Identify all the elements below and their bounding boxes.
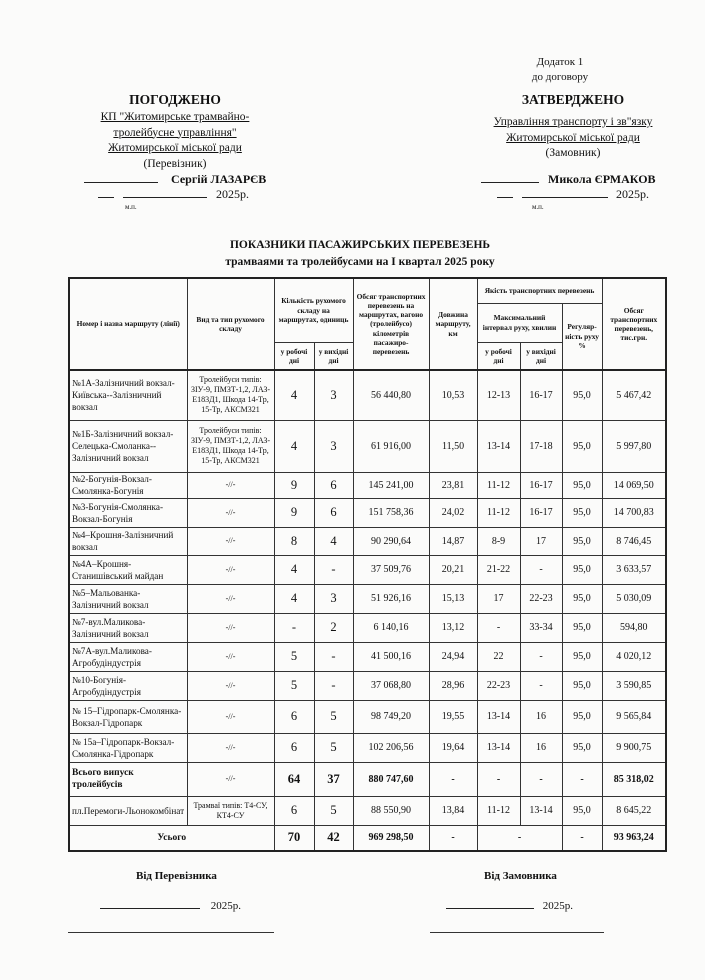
- table-row: [69, 613, 666, 642]
- volume-km: 151 758,36: [353, 498, 429, 527]
- fleet-workdays: -: [274, 613, 314, 642]
- volume-uah: 14 069,50: [602, 472, 666, 498]
- interval-workdays: 11-12: [477, 472, 520, 498]
- vehicle-type: -//-: [187, 642, 274, 671]
- signature-blank: [481, 172, 539, 183]
- annex-line1: Додаток 1: [536, 56, 584, 68]
- customer-date-line: [497, 187, 649, 202]
- fleet-workdays: 8: [274, 527, 314, 555]
- vehicle-type: Тролейбуси типів: ЗІУ-9, ПМЗТ-1,2, ЛАЗ-Е183Д1, Шкода 14-Тр, 15-Тр, АКСМ321: [187, 370, 274, 420]
- interval-workdays: 12-13: [477, 370, 520, 420]
- fleet-weekends: 5: [314, 700, 353, 733]
- header-regularity: Регуляр-ність руху %: [562, 303, 602, 370]
- fleet-weekends: 5: [314, 796, 353, 825]
- max-interval: -: [477, 825, 562, 851]
- route-length: -: [429, 762, 477, 796]
- header-fleet-workdays: у робочі дні: [274, 342, 314, 370]
- interval-weekends: -: [520, 671, 562, 700]
- table-row: [69, 642, 666, 671]
- volume-km: 969 298,50: [353, 825, 429, 851]
- header-quality: Якість транспортних перевезень: [477, 278, 602, 303]
- volume-uah: 14 700,83: [602, 498, 666, 527]
- route-length: 13,12: [429, 613, 477, 642]
- volume-uah: 93 963,24: [602, 825, 666, 851]
- interval-workdays: 22-23: [477, 671, 520, 700]
- fleet-weekends: 3: [314, 420, 353, 472]
- regularity: -: [562, 825, 602, 851]
- table-row: [69, 733, 666, 762]
- volume-uah: 9 900,75: [602, 733, 666, 762]
- volume-km: 41 500,16: [353, 642, 429, 671]
- interval-weekends: 13-14: [520, 796, 562, 825]
- regularity: 95,0: [562, 498, 602, 527]
- interval-weekends: 16-17: [520, 370, 562, 420]
- annex-note: [505, 55, 615, 85]
- interval-workdays: -: [477, 613, 520, 642]
- vehicle-type: -//-: [187, 584, 274, 613]
- route-length: 20,21: [429, 555, 477, 584]
- vehicle-type: -//-: [187, 762, 274, 796]
- header-interval-workdays: у робочі дні: [477, 342, 520, 370]
- interval-workdays: 13-14: [477, 420, 520, 472]
- header-volume-uah: Обсяг транспортних перевезень, тис.грн.: [602, 278, 666, 370]
- footer-customer-label: Від Замовника: [484, 870, 557, 882]
- regularity: 95,0: [562, 700, 602, 733]
- volume-km: 37 068,80: [353, 671, 429, 700]
- fleet-workdays: 4: [274, 584, 314, 613]
- volume-uah: 5 467,42: [602, 370, 666, 420]
- regularity: 95,0: [562, 472, 602, 498]
- title-line2: трамваями та тролейбусами на І квартал 2025 року: [225, 256, 495, 268]
- carrier-org-line2: тролейбусне управління": [113, 126, 237, 139]
- header-fleet: Кількість рухомого складу на маршрутах, одиниць: [274, 278, 353, 342]
- table-row: [69, 527, 666, 555]
- fleet-workdays: 5: [274, 671, 314, 700]
- volume-km: 51 926,16: [353, 584, 429, 613]
- route-length: 24,02: [429, 498, 477, 527]
- footer-carrier-label: Від Перевізника: [136, 870, 217, 882]
- footer-carrier-year: 2025р.: [210, 900, 241, 912]
- volume-km: 61 916,00: [353, 420, 429, 472]
- route-name: Всього випуск тролейбусів: [69, 762, 187, 796]
- volume-km: 102 206,56: [353, 733, 429, 762]
- interval-workdays: -: [477, 762, 520, 796]
- vehicle-type: -//-: [187, 498, 274, 527]
- route-name: №5–Мальованка-Залізничний вокзал: [69, 584, 187, 613]
- regularity: 95,0: [562, 420, 602, 472]
- carrier-stamp: м.п.: [125, 203, 137, 211]
- interval-weekends: -: [520, 555, 562, 584]
- volume-uah: 594,80: [602, 613, 666, 642]
- fleet-workdays: 4: [274, 420, 314, 472]
- interval-workdays: 11-12: [477, 498, 520, 527]
- volume-km: 145 241,00: [353, 472, 429, 498]
- fleet-weekends: 42: [314, 825, 353, 851]
- fleet-workdays: 6: [274, 796, 314, 825]
- interval-workdays: 13-14: [477, 700, 520, 733]
- interval-weekends: 22-23: [520, 584, 562, 613]
- route-name: № 15а–Гідропарк-Вокзал-Смолянка-Гідропарк: [69, 733, 187, 762]
- header-fleet-weekends: у вихідні дні: [314, 342, 353, 370]
- regularity: 95,0: [562, 671, 602, 700]
- carrier-org-line3: Житомирської міської ради: [108, 142, 242, 154]
- customer-signer: Микола ЄРМАКОВ: [548, 172, 656, 186]
- vehicle-type: -//-: [187, 472, 274, 498]
- regularity: 95,0: [562, 584, 602, 613]
- title-line1: ПОКАЗНИКИ ПАСАЖИРСЬКИХ ПЕРЕВЕЗЕНЬ: [229, 239, 490, 251]
- interval-workdays: 11-12: [477, 796, 520, 825]
- table-row: [69, 420, 666, 472]
- volume-km: 880 747,60: [353, 762, 429, 796]
- volume-uah: 8 645,22: [602, 796, 666, 825]
- carrier-year: 2025р.: [216, 187, 249, 201]
- interval-weekends: 16: [520, 733, 562, 762]
- route-length: 28,96: [429, 671, 477, 700]
- footer-customer-year: 2025р.: [542, 900, 573, 912]
- header-vehicle-type: Вид та тип рухомого складу: [187, 278, 274, 370]
- customer-org-line2: Житомирської міської ради: [506, 131, 640, 144]
- vehicle-type: -//-: [187, 671, 274, 700]
- route-name: №10-Богунія-Агробудіндустрія: [69, 671, 187, 700]
- table-row: [69, 584, 666, 613]
- interval-weekends: 16-17: [520, 498, 562, 527]
- carrier-org-line1: КП "Житомирське трамвайно-: [100, 111, 250, 123]
- regularity: 95,0: [562, 527, 602, 555]
- fleet-weekends: 4: [314, 527, 353, 555]
- month-blank: [123, 187, 207, 198]
- volume-uah: 3 633,57: [602, 555, 666, 584]
- carrier-signer: Сергій ЛАЗАРЄВ: [171, 172, 267, 186]
- volume-uah: 85 318,02: [602, 762, 666, 796]
- route-length: 19,55: [429, 700, 477, 733]
- interval-workdays: 8-9: [477, 527, 520, 555]
- footer-customer-signature-line: [430, 932, 604, 933]
- approved-block: [478, 92, 668, 162]
- header-max-interval: Максимальний інтервал руху, хвилин: [477, 303, 562, 342]
- route-name: пл.Перемоги-Льонокомбінат: [69, 796, 187, 825]
- volume-uah: 5 030,09: [602, 584, 666, 613]
- interval-workdays: 21-22: [477, 555, 520, 584]
- volume-km: 56 440,80: [353, 370, 429, 420]
- regularity: 95,0: [562, 642, 602, 671]
- tram-row: [69, 796, 666, 825]
- fleet-weekends: 6: [314, 498, 353, 527]
- route-length: 10,53: [429, 370, 477, 420]
- approved-heading: ЗАТВЕРДЖЕНО: [521, 92, 625, 107]
- route-length: 11,50: [429, 420, 477, 472]
- document-title: [60, 237, 660, 271]
- regularity: 95,0: [562, 613, 602, 642]
- header-volume-km: Обсяг транспортних перевезень на маршрутах, вагоно (тролейбусо) кілометрів пасажиро-перевезень: [353, 278, 429, 370]
- volume-km: 37 509,76: [353, 555, 429, 584]
- vehicle-type: -//-: [187, 527, 274, 555]
- signature-blank: [84, 172, 158, 183]
- fleet-workdays: 6: [274, 700, 314, 733]
- indicators-table: [68, 277, 667, 852]
- route-name: №7-вул.Маликова-Залізничний вокзал: [69, 613, 187, 642]
- fleet-weekends: 3: [314, 584, 353, 613]
- footer-carrier-signature-line: [68, 932, 274, 933]
- vehicle-type: -//-: [187, 700, 274, 733]
- volume-km: 98 749,20: [353, 700, 429, 733]
- carrier-signature-line: [84, 172, 266, 187]
- interval-weekends: 16: [520, 700, 562, 733]
- fleet-weekends: 6: [314, 472, 353, 498]
- regularity: 95,0: [562, 796, 602, 825]
- volume-uah: 3 590,85: [602, 671, 666, 700]
- fleet-weekends: 3: [314, 370, 353, 420]
- volume-uah: 9 565,84: [602, 700, 666, 733]
- fleet-workdays: 9: [274, 498, 314, 527]
- carrier-role: (Перевізник): [143, 157, 207, 170]
- fleet-workdays: 64: [274, 762, 314, 796]
- fleet-workdays: 4: [274, 370, 314, 420]
- fleet-weekends: -: [314, 555, 353, 584]
- fleet-workdays: 9: [274, 472, 314, 498]
- annex-line2: до договору: [531, 71, 589, 83]
- carrier-date-line: [98, 187, 249, 202]
- table-row: [69, 370, 666, 420]
- volume-uah: 8 746,45: [602, 527, 666, 555]
- table-row: [69, 498, 666, 527]
- signature-blank: [446, 898, 534, 909]
- fleet-weekends: -: [314, 671, 353, 700]
- route-length: -: [429, 825, 477, 851]
- customer-org-line1: Управління транспорту і зв"язку: [493, 116, 653, 128]
- route-length: 19,64: [429, 733, 477, 762]
- agreed-heading: ПОГОДЖЕНО: [129, 92, 221, 107]
- customer-stamp: м.п.: [532, 203, 544, 211]
- regularity: 95,0: [562, 733, 602, 762]
- route-name: №7А-вул.Маликова-Агробудіндустрія: [69, 642, 187, 671]
- regularity: 95,0: [562, 555, 602, 584]
- fleet-weekends: -: [314, 642, 353, 671]
- volume-km: 90 290,64: [353, 527, 429, 555]
- interval-weekends: -: [520, 642, 562, 671]
- route-name: №3-Богунія-Смолянка-Вокзал-Богунія: [69, 498, 187, 527]
- grand-total-label: Усього: [69, 825, 274, 851]
- table-row: [69, 700, 666, 733]
- fleet-weekends: 2: [314, 613, 353, 642]
- route-name: №4А–Крошня-Станишівський майдан: [69, 555, 187, 584]
- fleet-workdays: 4: [274, 555, 314, 584]
- interval-workdays: 17: [477, 584, 520, 613]
- day-blank: [98, 187, 114, 198]
- route-name: №1А-Залізничний вокзал-Київська--Залізничний вокзал: [69, 370, 187, 420]
- grand-total-row: [69, 825, 666, 851]
- interval-weekends: -: [520, 762, 562, 796]
- customer-signature-line: [481, 172, 656, 187]
- vehicle-type: -//-: [187, 613, 274, 642]
- volume-km: 88 550,90: [353, 796, 429, 825]
- interval-weekends: 16-17: [520, 472, 562, 498]
- interval-weekends: 17-18: [520, 420, 562, 472]
- fleet-workdays: 6: [274, 733, 314, 762]
- fleet-workdays: 5: [274, 642, 314, 671]
- month-blank: [522, 187, 608, 198]
- route-name: №4–Крошня-Залізничний вокзал: [69, 527, 187, 555]
- volume-uah: 5 997,80: [602, 420, 666, 472]
- route-length: 13,84: [429, 796, 477, 825]
- table-row: [69, 671, 666, 700]
- table-row: [69, 555, 666, 584]
- fleet-workdays: 70: [274, 825, 314, 851]
- fleet-weekends: 5: [314, 733, 353, 762]
- route-name: №1Б-Залізничний вокзал-Селецька-Смоланка--Залізничний вокзал: [69, 420, 187, 472]
- day-blank: [497, 187, 513, 198]
- route-name: № 15–Гідропарк-Смолянка-Вокзал-Гідропарк: [69, 700, 187, 733]
- vehicle-type: -//-: [187, 733, 274, 762]
- table-row: [69, 472, 666, 498]
- route-name: №2-Богунія-Вокзал-Смолянка-Богунія: [69, 472, 187, 498]
- regularity: -: [562, 762, 602, 796]
- volume-uah: 4 020,12: [602, 642, 666, 671]
- vehicle-type: Трамваї типів: Т4-СУ, КТ4-СУ: [187, 796, 274, 825]
- interval-workdays: 22: [477, 642, 520, 671]
- regularity: 95,0: [562, 370, 602, 420]
- interval-workdays: 13-14: [477, 733, 520, 762]
- header-interval-weekends: у вихідні дні: [520, 342, 562, 370]
- route-length: 23,81: [429, 472, 477, 498]
- interval-weekends: 17: [520, 527, 562, 555]
- customer-role: (Замовник): [545, 147, 601, 159]
- header-length: Довжина маршруту, км: [429, 278, 477, 370]
- route-length: 15,13: [429, 584, 477, 613]
- vehicle-type: -//-: [187, 555, 274, 584]
- trolley-total-row: [69, 762, 666, 796]
- agreed-block: [60, 92, 290, 172]
- footer-customer-date: [446, 898, 573, 912]
- vehicle-type: Тролейбуси типів: ЗІУ-9, ПМЗТ-1,2, ЛАЗ-Е183Д1, Шкода 14-Тр, 15-Тр, АКСМ321: [187, 420, 274, 472]
- footer-carrier-date: [100, 898, 241, 912]
- customer-year: 2025р.: [616, 187, 649, 201]
- fleet-weekends: 37: [314, 762, 353, 796]
- interval-weekends: 33-34: [520, 613, 562, 642]
- volume-km: 6 140,16: [353, 613, 429, 642]
- signature-blank: [100, 898, 200, 909]
- header-route: Номер і назва маршруту (лінії): [69, 278, 187, 370]
- route-length: 14,87: [429, 527, 477, 555]
- route-length: 24,94: [429, 642, 477, 671]
